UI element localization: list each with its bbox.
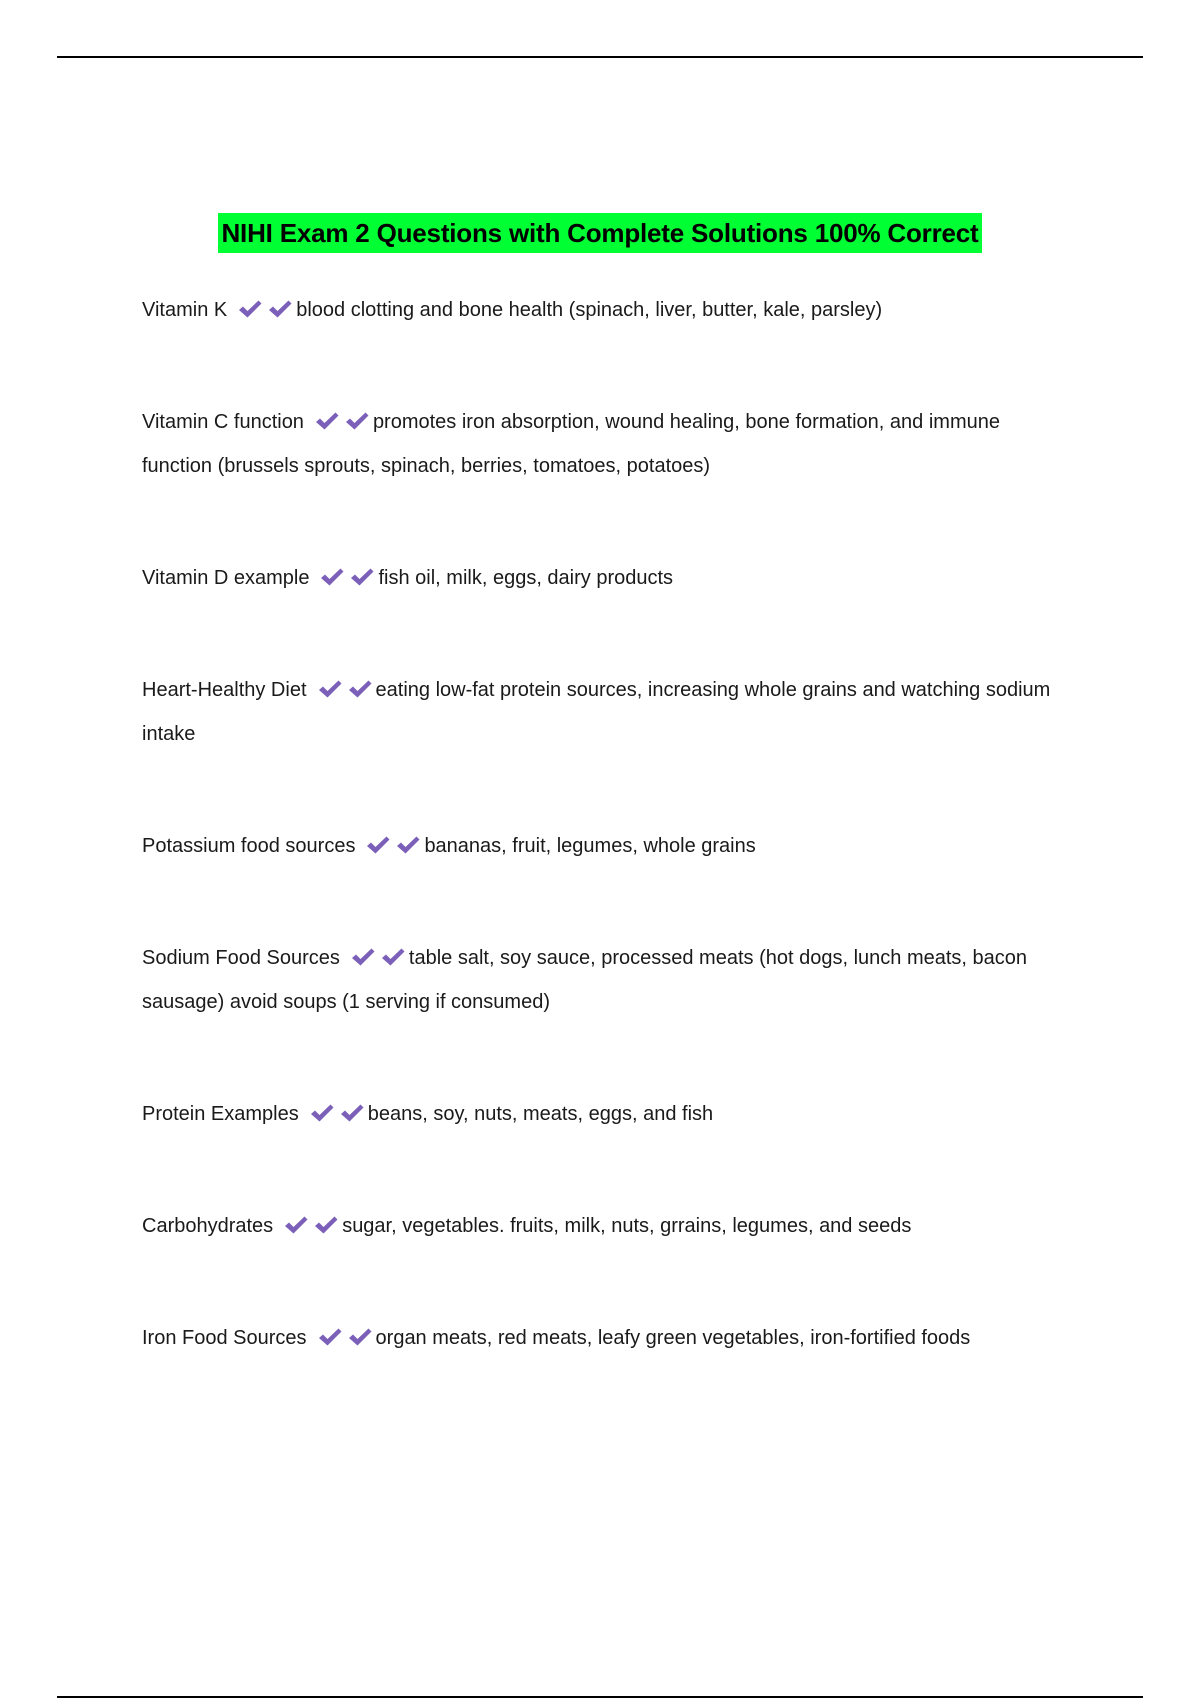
entry-term: Sodium Food Sources [142, 947, 340, 969]
checkmark-icon [309, 1102, 335, 1124]
checkmark-icon [317, 678, 343, 700]
page-title: NIHI Exam 2 Questions with Complete Solutions 100% Correct [218, 213, 981, 253]
entry-answer: blood clotting and bone health (spinach, liver, butter, kale, parsley) [296, 299, 883, 321]
entry-item [142, 824, 1062, 868]
header-rule [57, 56, 1143, 58]
title-container [0, 213, 1200, 253]
check-icons [319, 566, 375, 588]
entry-answer: sugar, vegetables. fruits, milk, nuts, grrains, legumes, and seeds [342, 1215, 912, 1237]
checkmark-icon [267, 298, 293, 320]
entry-answer: eating low-fat protein sources, increasing whole grains and watching sodium intake [142, 679, 1051, 745]
check-icons [365, 834, 421, 856]
entry-answer: promotes iron absorption, wound healing, bone formation, and immune function (brussels sprouts, spinach, berries, tomatoes, potatoes) [142, 411, 1000, 477]
check-icons [317, 678, 373, 700]
checkmark-icon [365, 834, 391, 856]
entry-item [142, 1092, 1062, 1136]
footer-rule [57, 1696, 1143, 1698]
checkmark-icon [283, 1214, 309, 1236]
entry-answer: bananas, fruit, legumes, whole grains [424, 835, 756, 857]
checkmark-icon [349, 566, 375, 588]
entry-term: Heart-Healthy Diet [142, 679, 307, 701]
entry-answer: organ meats, red meats, leafy green vegetables, iron-fortified foods [375, 1327, 971, 1349]
entry-answer: table salt, soy sauce, processed meats (hot dogs, lunch meats, bacon sausage) avoid soups (1 serving if consumed) [142, 947, 1028, 1013]
entry-item [142, 288, 1062, 332]
check-icons [317, 1326, 373, 1348]
entry-term: Vitamin D example [142, 567, 310, 589]
check-icons [309, 1102, 365, 1124]
checkmark-icon [313, 1214, 339, 1236]
check-icons [237, 298, 293, 320]
entry-answer: beans, soy, nuts, meats, eggs, and fish [367, 1103, 714, 1125]
checkmark-icon [237, 298, 263, 320]
entry-term: Vitamin C function [142, 411, 304, 433]
checkmark-icon [344, 410, 370, 432]
check-icons [314, 410, 370, 432]
checkmark-icon [380, 946, 406, 968]
entry-term: Iron Food Sources [142, 1327, 307, 1349]
check-icons [350, 946, 406, 968]
entry-item [142, 1316, 1062, 1360]
checkmark-icon [314, 410, 340, 432]
checkmark-icon [347, 1326, 373, 1348]
entry-term: Carbohydrates [142, 1215, 274, 1237]
entry-item [142, 556, 1062, 600]
entry-item [142, 936, 1062, 1024]
entry-term: Vitamin K [142, 299, 228, 321]
checkmark-icon [319, 566, 345, 588]
entry-item [142, 1204, 1062, 1248]
entry-list [142, 288, 1062, 1360]
checkmark-icon [395, 834, 421, 856]
entry-item [142, 668, 1062, 756]
entry-answer: fish oil, milk, eggs, dairy products [378, 567, 674, 589]
checkmark-icon [347, 678, 373, 700]
entry-term: Potassium food sources [142, 835, 356, 857]
checkmark-icon [339, 1102, 365, 1124]
checkmark-icon [350, 946, 376, 968]
checkmark-icon [317, 1326, 343, 1348]
entry-term: Protein Examples [142, 1103, 299, 1125]
entry-item [142, 400, 1062, 488]
check-icons [283, 1214, 339, 1236]
